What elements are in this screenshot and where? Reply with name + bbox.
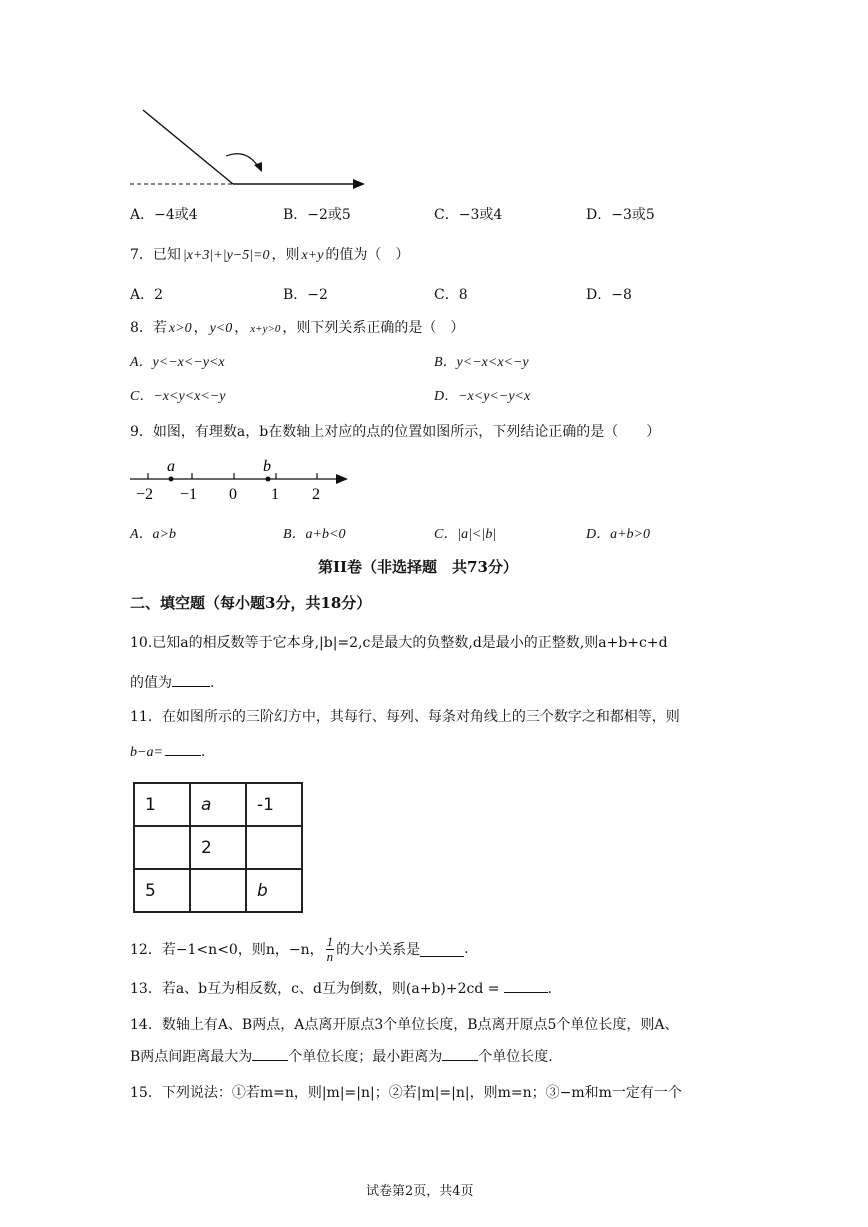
q9-option-c[interactable]: C．|a|<|b|: [434, 527, 497, 542]
q8-comma-1: ，: [193, 320, 208, 336]
q7-question: [130, 244, 409, 264]
q11-answer-blank[interactable]: [165, 741, 201, 756]
magic-row-3: [134, 869, 302, 912]
q11-expression: b−a=: [130, 745, 163, 760]
q7-mid: ，则: [271, 247, 300, 263]
ray-arrowhead: [353, 179, 365, 189]
q13-answer-blank[interactable]: [504, 978, 548, 993]
angle-figure: [125, 100, 375, 200]
q7-option-d[interactable]: D．−8: [586, 287, 632, 303]
q8-option-c[interactable]: C．−x<y<x<−y: [130, 389, 226, 404]
q12-answer-blank[interactable]: [420, 942, 464, 957]
label-b: b: [263, 458, 271, 475]
q12-suffix: 的大小关系是: [336, 942, 421, 958]
point-a: [169, 477, 174, 482]
q12-period: .: [464, 941, 469, 957]
q14-answer-blank-min[interactable]: [442, 1046, 478, 1061]
q12-prefix: 12．若−1<n<0，则n，−n，: [130, 942, 324, 958]
q6-option-d[interactable]: D．−3或5: [586, 207, 655, 223]
q14-text-c: 个单位长度.: [478, 1049, 553, 1065]
q7-suffix: 的值为（ ）: [325, 247, 410, 263]
q8-comma-2: ，: [234, 320, 249, 336]
q13-question: [130, 978, 552, 998]
q7-target: x+y: [301, 248, 324, 263]
rotation-arrow: [226, 154, 259, 168]
magic-square: [133, 782, 303, 913]
q8-condition-2: y<0: [209, 321, 233, 336]
magic-cell: b: [246, 869, 302, 912]
q10-line1: 10.已知a的相反数等于它本身,|b|=2,c是最大的负整数,d是最小的正整数,则a+b+c+d: [130, 635, 668, 651]
q14-text-b: 个单位长度；最小距离为: [288, 1049, 443, 1065]
q9-question: 9．如图，有理数a，b在数轴上对应的点的位置如图所示，下列结论正确的是（ ）: [130, 424, 661, 440]
q8-prefix: 8．若: [130, 320, 167, 336]
tick-label-neg1: −1: [180, 486, 198, 503]
q7-option-b[interactable]: B．−2: [283, 287, 328, 303]
magic-cell: -1: [246, 783, 302, 826]
magic-cell: 5: [134, 869, 190, 912]
magic-row-1: [134, 783, 302, 826]
q12-fraction: [326, 935, 335, 964]
magic-cell: 1: [134, 783, 190, 826]
q11-period: .: [200, 744, 206, 760]
q7-option-c[interactable]: C．8: [434, 287, 468, 303]
tick-label-2: 2: [312, 486, 320, 503]
number-line-arrow: [336, 474, 348, 484]
q6-option-b[interactable]: B．−2或5: [283, 207, 351, 223]
section-heading: 二、填空题（每小题3分，共18分）: [130, 594, 372, 612]
q10-line2: [130, 672, 214, 692]
q9-option-d[interactable]: D．a+b>0: [586, 527, 651, 542]
q14-answer-blank-max[interactable]: [252, 1046, 288, 1061]
tick-label-0: 0: [229, 486, 237, 503]
slanted-ray: [143, 110, 233, 184]
q6-option-c[interactable]: C．−3或4: [434, 207, 503, 223]
label-a: a: [167, 458, 175, 475]
tick-label-neg2: −2: [136, 486, 154, 503]
q12-question: [130, 934, 469, 964]
q14-line2: [130, 1046, 553, 1066]
q11-line2: [130, 741, 205, 761]
q11-line1: 11．在如图所示的三阶幻方中，其每行、每列、每条对角线上的三个数字之和都相等，则: [130, 709, 680, 725]
q7-expression: |x+3|+|y−5|=0: [182, 248, 270, 263]
q13-text: 13．若a、b互为相反数，c、d互为倒数，则(a+b)+2cd =: [130, 981, 500, 997]
q12-fraction-denominator: n: [326, 948, 334, 964]
q14-line1: 14．数轴上有A、B两点，A点离开原点3个单位长度，B点离开原点5个单位长度，则A、: [130, 1017, 679, 1033]
q8-question: [130, 317, 464, 337]
q7-prefix: 7．已知: [130, 247, 181, 263]
page-footer: 试卷第2页，共4页: [366, 1184, 474, 1199]
q6-option-a[interactable]: A．−4或4: [130, 207, 198, 223]
q9-option-a[interactable]: A．a>b: [130, 527, 176, 542]
magic-cell: a: [190, 783, 246, 826]
tick-label-1: 1: [271, 486, 279, 503]
q8-option-d[interactable]: D．−x<y<−y<x: [434, 389, 531, 404]
q8-condition-3: x+y>0: [250, 323, 281, 335]
q9-option-b[interactable]: B．a+b<0: [283, 527, 346, 542]
point-b: [266, 477, 271, 482]
magic-cell: 2: [190, 826, 246, 869]
q8-suffix: ，则下列关系正确的是（ ）: [282, 320, 465, 336]
q7-option-a[interactable]: A．2: [130, 287, 164, 303]
q10-period: .: [210, 675, 215, 691]
magic-cell: [190, 869, 246, 912]
q12-fraction-numerator: 1: [326, 933, 334, 949]
q8-condition-1: x>0: [168, 321, 192, 336]
section-title: 第II卷（非选择题 共73分）: [318, 558, 518, 576]
magic-cell: [246, 826, 302, 869]
q8-option-a[interactable]: A．y<−x<−y<x: [130, 355, 225, 370]
q15-question: 15．下列说法：①若m=n，则|m|=|n|；②若|m|=|n|，则m=n；③−m和m一定有一个: [130, 1085, 682, 1101]
magic-row-2: [134, 826, 302, 869]
q13-period: .: [547, 981, 552, 997]
q10-text: 的值为: [130, 675, 172, 691]
q14-text-a: B两点间距离最大为: [130, 1049, 253, 1065]
q8-option-b[interactable]: B．y<−x<x<−y: [434, 355, 529, 370]
q10-answer-blank[interactable]: [172, 672, 210, 687]
magic-cell: [134, 826, 190, 869]
number-line: [128, 453, 358, 505]
